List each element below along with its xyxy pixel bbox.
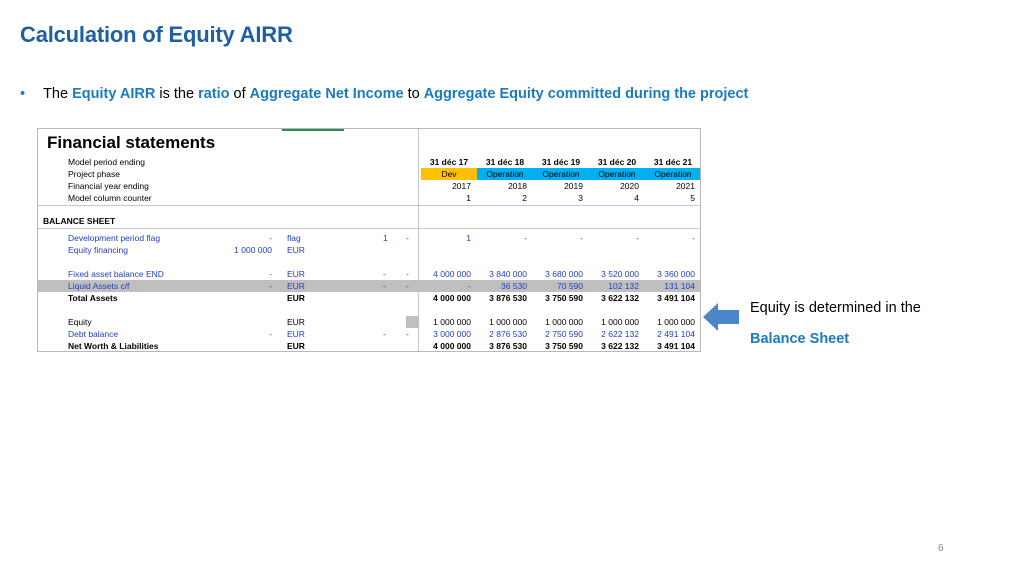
row-value: 3 876 530 [489, 293, 527, 303]
row-unit: EUR [287, 269, 305, 279]
header-label-year: Financial year ending [68, 181, 149, 191]
row-unit: flag [287, 233, 301, 243]
period-date: 31 déc 21 [653, 157, 693, 167]
row-value: 1 000 000 [601, 317, 639, 327]
period-date: 31 déc 17 [429, 157, 469, 167]
row-flag: - [383, 281, 386, 291]
table-row [38, 316, 700, 328]
row-value: 1 [466, 233, 471, 243]
row-value: 2 491 104 [657, 329, 695, 339]
row-flag: - [383, 329, 386, 339]
financial-year: 2019 [564, 181, 583, 191]
row-value: 4 000 000 [433, 293, 471, 303]
row-value: 3 680 000 [545, 269, 583, 279]
row-input: - [269, 281, 272, 291]
row-value: - [580, 233, 583, 243]
table-row [38, 232, 700, 244]
row-value: 3 622 132 [601, 341, 639, 351]
column-counter: 4 [634, 193, 639, 203]
table-row [38, 280, 700, 292]
note-highlight: Balance Sheet [750, 331, 850, 347]
bullet-marker: • [20, 86, 26, 102]
project-phase: Operation [533, 168, 589, 180]
period-date: 31 déc 18 [485, 157, 525, 167]
row-value: 3 840 000 [489, 269, 527, 279]
row-label: Equity [68, 317, 92, 327]
bullet-fragment: of [229, 86, 250, 102]
row-value: 2 622 132 [601, 329, 639, 339]
row-value: 3 491 104 [657, 341, 695, 351]
row-label: Equity financing [68, 245, 129, 255]
row-unit: EUR [287, 245, 305, 255]
page-number: 6 [938, 543, 944, 554]
sheet-title: Financial statements [47, 133, 216, 152]
row-label: Liquid Assets c/f [68, 281, 130, 291]
period-date: 31 déc 20 [597, 157, 637, 167]
financial-statements-screenshot [37, 128, 701, 352]
period-date: 31 déc 19 [541, 157, 581, 167]
row-flag-2: - [406, 233, 409, 243]
row-value: - [524, 233, 527, 243]
row-value: 3 876 530 [489, 341, 527, 351]
highlight-cell [406, 316, 419, 328]
bullet-highlight: Aggregate Net Income [249, 86, 404, 102]
row-value: 3 360 000 [657, 269, 695, 279]
row-flag-2: - [406, 269, 409, 279]
row-value: 3 000 000 [433, 329, 471, 339]
row-unit: EUR [287, 293, 305, 303]
sheet-tab-marker [282, 129, 344, 131]
note-text: Equity is determined in the [750, 300, 921, 316]
table-row [38, 244, 700, 256]
bullet-highlight: Aggregate Equity committed during the project [423, 86, 749, 102]
row-input: - [269, 233, 272, 243]
bullet-text [43, 86, 748, 102]
row-value: 2 750 590 [545, 329, 583, 339]
bullet-fragment: is the [155, 86, 199, 102]
bullet-fragment: The [43, 86, 73, 102]
row-value: 36 530 [501, 281, 527, 291]
bullet-highlight: ratio [198, 86, 230, 102]
section-title: BALANCE SHEET [43, 216, 116, 226]
row-input: - [269, 329, 272, 339]
row-flag: - [383, 269, 386, 279]
row-value: 70 590 [557, 281, 583, 291]
row-value: 1 000 000 [489, 317, 527, 327]
row-value: 1 000 000 [657, 317, 695, 327]
left-arrow-icon [703, 302, 739, 332]
row-value: 3 622 132 [601, 293, 639, 303]
financial-year: 2018 [508, 181, 527, 191]
column-counter: 3 [578, 193, 583, 203]
financial-year: 2020 [620, 181, 639, 191]
row-value: 2 876 530 [489, 329, 527, 339]
row-label: Net Worth & Liabilities [68, 341, 159, 351]
bullet-highlight: Equity AIRR [72, 86, 156, 102]
row-label: Total Assets [68, 293, 118, 303]
header-separator [38, 205, 700, 206]
row-value: 4 000 000 [433, 341, 471, 351]
table-row [38, 256, 700, 268]
bullet-fragment: to [403, 86, 424, 102]
bullet-point [20, 86, 748, 102]
row-value: 4 000 000 [433, 269, 471, 279]
table-row [38, 304, 700, 316]
row-label: Fixed asset balance END [68, 269, 164, 279]
row-value: 3 491 104 [657, 293, 695, 303]
row-value: 131 104 [664, 281, 695, 291]
header-label-counter: Model column counter [68, 193, 152, 203]
row-value: 3 750 590 [545, 341, 583, 351]
row-value: 102 132 [608, 281, 639, 291]
row-value: - [636, 233, 639, 243]
project-phase: Operation [589, 168, 645, 180]
row-unit: EUR [287, 317, 305, 327]
project-phase: Operation [477, 168, 533, 180]
row-input: 1 000 000 [234, 245, 272, 255]
header-label-phase: Project phase [68, 169, 120, 179]
section-separator [38, 228, 700, 229]
project-phase: Dev [421, 168, 477, 180]
row-unit: EUR [287, 329, 305, 339]
row-value: 1 000 000 [433, 317, 471, 327]
table-row [38, 292, 700, 304]
table-row [38, 268, 700, 280]
row-flag-2: - [406, 281, 409, 291]
row-value: 3 520 000 [601, 269, 639, 279]
row-flag: 1 [383, 233, 388, 243]
row-unit: EUR [287, 281, 305, 291]
row-value: - [468, 281, 471, 291]
row-unit: EUR [287, 341, 305, 351]
financial-year: 2017 [452, 181, 471, 191]
row-input: - [269, 269, 272, 279]
header-label-period: Model period ending [68, 157, 146, 167]
row-label: Debt balance [68, 329, 119, 339]
table-row [38, 328, 700, 340]
row-label: Development period flag [68, 233, 161, 243]
slide-title: Calculation of Equity AIRR [20, 22, 293, 47]
table-row [38, 340, 700, 352]
project-phase: Operation [645, 168, 701, 180]
row-value: 3 750 590 [545, 293, 583, 303]
column-counter: 5 [690, 193, 695, 203]
financial-year: 2021 [676, 181, 695, 191]
row-value: - [692, 233, 695, 243]
column-counter: 1 [466, 193, 471, 203]
row-flag-2: - [406, 329, 409, 339]
row-value: 1 000 000 [545, 317, 583, 327]
column-counter: 2 [522, 193, 527, 203]
